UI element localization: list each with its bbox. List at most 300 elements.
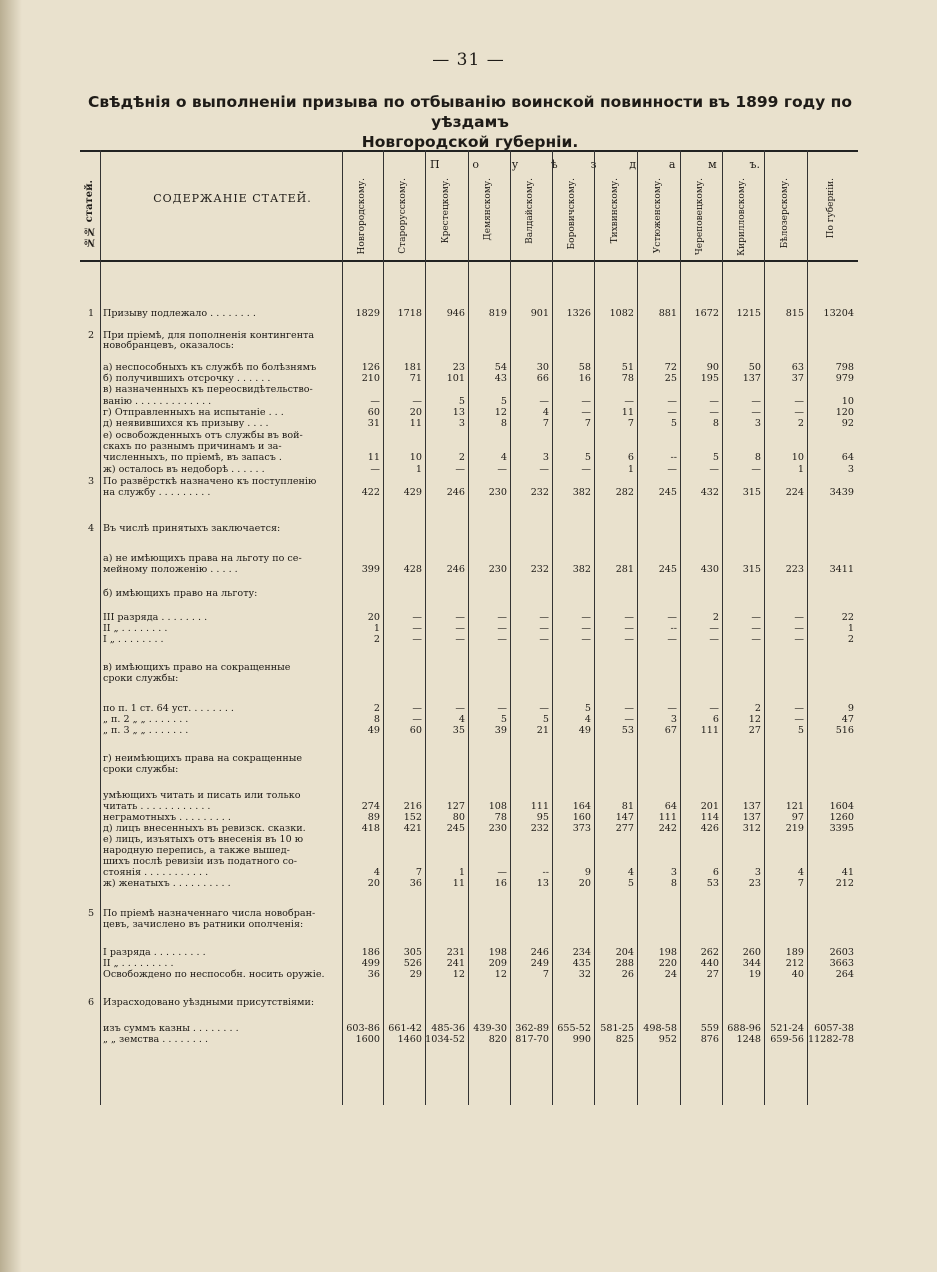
row-label: I разряда . . . . . . . . . xyxy=(103,947,206,958)
row-label: изъ суммъ казны . . . . . . . . xyxy=(103,1023,239,1034)
table-cell: 262 xyxy=(700,947,719,958)
row-label: По пріемѣ назначеннаго числа новобран- xyxy=(103,908,316,919)
table-cell: 3395 xyxy=(829,823,854,834)
table-cell: 111 xyxy=(658,812,677,823)
table-cell: 114 xyxy=(700,812,719,823)
table-cell: 90 xyxy=(706,362,719,373)
table-cell: 305 xyxy=(403,947,422,958)
table-cell: 8 xyxy=(670,878,677,889)
page-number: — 31 — xyxy=(432,50,505,70)
table-cell: — xyxy=(497,464,507,475)
table-cell: 204 xyxy=(615,947,634,958)
table-cell: — xyxy=(709,623,719,634)
uezd-header-letter: а xyxy=(668,158,676,171)
table-cell: — xyxy=(539,703,549,714)
table-cell: 249 xyxy=(530,958,549,969)
row-label: Въ числѣ принятыхъ заключается: xyxy=(103,523,281,534)
row-number: 3 xyxy=(87,476,95,487)
table-cell: 36 xyxy=(367,969,380,980)
table-cell: 901 xyxy=(530,308,549,319)
table-cell: 11 xyxy=(367,452,380,463)
table-cell: — xyxy=(624,703,634,714)
table-cell: 2 xyxy=(373,703,380,714)
row-label: в) имѣющихъ право на сокращенные xyxy=(103,662,291,673)
table-cell: 4 xyxy=(584,714,591,725)
row-label: е) лицъ, изъятыхъ отъ внесенія въ 10 ю xyxy=(103,834,304,845)
table-cell: 7 xyxy=(584,418,591,429)
table-cell: 189 xyxy=(785,947,804,958)
row-label: е) освобожденныхъ отъ службы въ вой- xyxy=(103,430,303,441)
table-cell: 11 xyxy=(452,878,465,889)
table-cell: 440 xyxy=(700,958,719,969)
row-label: новобранцевъ, оказалось: xyxy=(103,340,234,351)
table-cell: 260 xyxy=(742,947,761,958)
table-cell: — xyxy=(709,464,719,475)
table-cell: 53 xyxy=(706,878,719,889)
table-cell: 1215 xyxy=(736,308,761,319)
table-cell: 498-58 xyxy=(643,1023,677,1034)
table-cell: 516 xyxy=(835,725,854,736)
uezd-header-letter: ъ. xyxy=(749,158,760,171)
row-label: „ п. 3 „ „ . . . . . . . xyxy=(103,725,189,736)
table-cell: — xyxy=(539,464,549,475)
statistics-table xyxy=(80,150,858,1105)
table-cell: 3 xyxy=(754,867,761,878)
table-cell: 655-52 xyxy=(557,1023,591,1034)
table-cell: 50 xyxy=(748,362,761,373)
row-label: скахъ по разнымъ причинамъ и за- xyxy=(103,441,282,452)
table-cell: — xyxy=(497,867,507,878)
table-cell: 234 xyxy=(572,947,591,958)
table-cell: — xyxy=(412,612,422,623)
table-cell: — xyxy=(794,623,804,634)
table-cell: 147 xyxy=(615,812,634,823)
table-cell: — xyxy=(539,396,549,407)
table-cell: — xyxy=(667,703,677,714)
table-cell: -- xyxy=(670,623,677,634)
table-cell: 230 xyxy=(488,564,507,575)
table-cell: 5 xyxy=(584,452,591,463)
table-cell: 7 xyxy=(797,878,804,889)
row-label: II „ . . . . . . . . . xyxy=(103,958,174,969)
table-cell: 111 xyxy=(530,801,549,812)
table-cell: 3 xyxy=(754,418,761,429)
table-cell: 435 xyxy=(572,958,591,969)
table-cell: — xyxy=(539,634,549,645)
district-column-header: Бѣлозерскому. xyxy=(779,178,790,249)
table-cell: 230 xyxy=(488,487,507,498)
table-cell: 53 xyxy=(621,725,634,736)
table-cell: — xyxy=(412,703,422,714)
table-cell: 4 xyxy=(500,452,507,463)
table-cell: 2 xyxy=(847,634,854,645)
table-cell: 219 xyxy=(785,823,804,834)
table-cell: 220 xyxy=(658,958,677,969)
table-cell: 21 xyxy=(536,725,549,736)
row-label: а) не имѣющихъ права на льготу по се- xyxy=(103,553,302,564)
table-cell: 428 xyxy=(403,564,422,575)
row-label: а) неспособныхъ къ службѣ по болѣзнямъ xyxy=(103,362,317,373)
table-cell: 288 xyxy=(615,958,634,969)
uezd-header-letter: П xyxy=(430,158,440,171)
district-column-header: Тихвинскому. xyxy=(609,178,620,244)
table-cell: 1 xyxy=(797,464,804,475)
table-cell: 659-56 xyxy=(770,1034,804,1045)
table-cell: 54 xyxy=(494,362,507,373)
table-cell: 2 xyxy=(373,634,380,645)
table-cell: 24 xyxy=(664,969,677,980)
table-cell: 661-42 xyxy=(388,1023,422,1034)
table-cell: 95 xyxy=(536,812,549,823)
row-label: I „ . . . . . . . . xyxy=(103,634,164,645)
table-cell: 137 xyxy=(742,812,761,823)
header-bottom-rule xyxy=(80,260,858,262)
table-cell: 111 xyxy=(700,725,719,736)
table-cell: 181 xyxy=(403,362,422,373)
district-column-header: Боровичскому. xyxy=(567,178,577,250)
table-cell: 64 xyxy=(841,452,854,463)
table-cell: 4 xyxy=(458,714,465,725)
table-cell: — xyxy=(667,407,677,418)
table-cell: — xyxy=(455,703,465,714)
table-cell: — xyxy=(751,396,761,407)
table-cell: 13204 xyxy=(823,308,854,319)
table-cell: 362-89 xyxy=(515,1023,549,1034)
district-column-header: Кирилловскому. xyxy=(737,178,747,256)
table-cell: 979 xyxy=(835,373,854,384)
table-cell: 1829 xyxy=(355,308,380,319)
table-cell: 2 xyxy=(458,452,465,463)
table-cell: 815 xyxy=(785,308,804,319)
table-cell: 1 xyxy=(458,867,465,878)
table-cell: 89 xyxy=(367,812,380,823)
table-cell: — xyxy=(624,396,634,407)
district-column-header: Череповецкому. xyxy=(695,178,705,256)
district-column-header: Устюженскому. xyxy=(652,178,663,254)
table-cell: — xyxy=(751,612,761,623)
table-cell: — xyxy=(624,714,634,725)
row-number: 5 xyxy=(87,908,95,919)
table-cell: 212 xyxy=(785,958,804,969)
table-cell: 7 xyxy=(627,418,634,429)
district-column-header: Демянскому. xyxy=(483,178,493,241)
table-cell: 5 xyxy=(712,452,719,463)
table-cell: 108 xyxy=(488,801,507,812)
table-cell: 3411 xyxy=(829,564,854,575)
table-cell: 2 xyxy=(797,418,804,429)
table-cell: 11 xyxy=(409,418,422,429)
table-cell: 344 xyxy=(742,958,761,969)
table-cell: — xyxy=(455,634,465,645)
table-cell: — xyxy=(455,612,465,623)
table-cell: 881 xyxy=(658,308,677,319)
table-cell: 1 xyxy=(847,623,854,634)
table-cell: -- xyxy=(542,867,549,878)
row-label: д) лицъ внесенныхъ въ ревизск. сказки. xyxy=(103,823,306,834)
table-cell: 399 xyxy=(361,564,380,575)
table-cell: 382 xyxy=(572,564,591,575)
table-cell: 245 xyxy=(658,487,677,498)
table-cell: — xyxy=(497,703,507,714)
table-cell: 29 xyxy=(409,969,422,980)
num-column-header: №№ статей. xyxy=(84,180,95,248)
table-cell: 3 xyxy=(847,464,854,475)
table-cell: 439-30 xyxy=(473,1023,507,1034)
table-cell: 13 xyxy=(536,878,549,889)
table-cell: 49 xyxy=(578,725,591,736)
table-cell: 127 xyxy=(446,801,465,812)
table-cell: 1718 xyxy=(397,308,422,319)
table-cell: 210 xyxy=(361,373,380,384)
table-cell: 231 xyxy=(446,947,465,958)
table-cell: 10 xyxy=(841,396,854,407)
table-cell: 26 xyxy=(621,969,634,980)
table-cell: 9 xyxy=(584,867,591,878)
table-cell: 63 xyxy=(791,362,804,373)
table-cell: 1260 xyxy=(829,812,854,823)
table-cell: 7 xyxy=(415,867,422,878)
row-label: б) получившихъ отсрочку . . . . . . xyxy=(103,373,271,384)
table-cell: 1 xyxy=(627,464,634,475)
table-cell: 5 xyxy=(500,714,507,725)
table-cell: 30 xyxy=(536,362,549,373)
table-cell: 3663 xyxy=(829,958,854,969)
table-cell: 559 xyxy=(700,1023,719,1034)
table-cell: 3 xyxy=(670,867,677,878)
table-cell: 6 xyxy=(712,714,719,725)
table-cell: 3 xyxy=(670,714,677,725)
table-cell: — xyxy=(581,612,591,623)
table-cell: 526 xyxy=(403,958,422,969)
table-cell: 7 xyxy=(542,418,549,429)
table-cell: 990 xyxy=(572,1034,591,1045)
table-cell: 2 xyxy=(754,703,761,714)
row-label: цевъ, зачислено въ ратники ополченія: xyxy=(103,919,304,930)
table-cell: 232 xyxy=(530,823,549,834)
table-cell: 6057-38 xyxy=(814,1023,854,1034)
table-cell: — xyxy=(794,396,804,407)
table-cell: — xyxy=(412,396,422,407)
table-cell: 421 xyxy=(403,823,422,834)
table-cell: 20 xyxy=(578,878,591,889)
table-cell: 60 xyxy=(409,725,422,736)
uezd-header-letter: ѣ xyxy=(551,158,558,171)
table-cell: 8 xyxy=(500,418,507,429)
table-cell: 120 xyxy=(835,407,854,418)
table-cell: 47 xyxy=(841,714,854,725)
table-cell: 36 xyxy=(409,878,422,889)
table-cell: 39 xyxy=(494,725,507,736)
table-cell: 312 xyxy=(742,823,761,834)
table-cell: 72 xyxy=(664,362,677,373)
table-cell: 432 xyxy=(700,487,719,498)
row-label: Призыву подлежало . . . . . . . . xyxy=(103,308,256,319)
table-cell: 16 xyxy=(494,878,507,889)
table-cell: 825 xyxy=(615,1034,634,1045)
table-cell: — xyxy=(709,396,719,407)
table-cell: — xyxy=(709,634,719,645)
table-cell: 5 xyxy=(584,703,591,714)
table-cell: — xyxy=(581,634,591,645)
table-cell: — xyxy=(709,407,719,418)
table-cell: — xyxy=(794,407,804,418)
table-cell: 37 xyxy=(791,373,804,384)
table-cell: 5 xyxy=(797,725,804,736)
table-cell: 422 xyxy=(361,487,380,498)
table-cell: 164 xyxy=(572,801,591,812)
table-cell: — xyxy=(370,464,380,475)
table-cell: 521-24 xyxy=(770,1023,804,1034)
table-cell: 6 xyxy=(627,452,634,463)
table-cell: 20 xyxy=(367,878,380,889)
table-cell: 80 xyxy=(452,812,465,823)
table-cell: 6 xyxy=(712,867,719,878)
table-cell: — xyxy=(667,396,677,407)
table-cell: 245 xyxy=(658,564,677,575)
table-cell: 160 xyxy=(572,812,591,823)
table-cell: 4 xyxy=(542,407,549,418)
table-cell: 8 xyxy=(712,418,719,429)
table-cell: 224 xyxy=(785,487,804,498)
uezd-header-letter: з xyxy=(590,158,597,171)
district-column-header: Новгородскому. xyxy=(356,178,367,255)
table-cell: 216 xyxy=(403,801,422,812)
row-label: стоянія . . . . . . . . . . . xyxy=(103,867,209,878)
table-cell: 819 xyxy=(488,308,507,319)
table-cell: 66 xyxy=(536,373,549,384)
table-cell: 58 xyxy=(578,362,591,373)
table-cell: 101 xyxy=(446,373,465,384)
table-cell: 78 xyxy=(494,812,507,823)
table-cell: 281 xyxy=(615,564,634,575)
table-cell: 952 xyxy=(658,1034,677,1045)
table-cell: — xyxy=(497,612,507,623)
row-label: По развёрсткѣ назначено къ поступленію xyxy=(103,476,317,487)
table-cell: 798 xyxy=(835,362,854,373)
district-column-header: Старорусскому. xyxy=(398,178,408,254)
table-cell: 245 xyxy=(446,823,465,834)
content-column-header: СОДЕРЖАНІЕ СТАТЕЙ. xyxy=(153,192,312,205)
table-cell: 282 xyxy=(615,487,634,498)
table-cell: 8 xyxy=(754,452,761,463)
table-cell: 12 xyxy=(452,969,465,980)
table-cell: 1326 xyxy=(566,308,591,319)
table-cell: — xyxy=(412,714,422,725)
table-top-rule xyxy=(80,150,858,152)
row-label: шихъ послѣ ревизіи изъ податного со- xyxy=(103,856,298,867)
table-cell: 11 xyxy=(621,407,634,418)
table-cell: — xyxy=(497,623,507,634)
row-number: 6 xyxy=(87,997,95,1008)
table-cell: 688-96 xyxy=(727,1023,761,1034)
table-cell: 60 xyxy=(367,407,380,418)
table-cell: — xyxy=(751,464,761,475)
table-cell: 581-25 xyxy=(600,1023,634,1034)
table-cell: 71 xyxy=(409,373,422,384)
table-cell: — xyxy=(751,623,761,634)
row-label: читать . . . . . . . . . . . . xyxy=(103,801,211,812)
table-cell: 946 xyxy=(446,308,465,319)
column-rule xyxy=(100,150,101,1105)
table-cell: 315 xyxy=(742,564,761,575)
table-cell: 137 xyxy=(742,801,761,812)
row-label: умѣющихъ читать и писать или только xyxy=(103,790,301,801)
table-cell: — xyxy=(455,464,465,475)
row-number: 4 xyxy=(87,523,95,534)
title-line-1: Свѣдѣнія о выполненіи призыва по отбыванію воинской повинности въ 1899 году по уѣздамъ xyxy=(88,93,852,131)
table-cell: — xyxy=(667,612,677,623)
table-cell: 10 xyxy=(791,452,804,463)
row-label: Освобождено по неспособн. носить оружіе. xyxy=(103,969,325,980)
table-cell: 43 xyxy=(494,373,507,384)
table-cell: — xyxy=(624,623,634,634)
table-cell: 232 xyxy=(530,564,549,575)
table-cell: 876 xyxy=(700,1034,719,1045)
table-cell: 27 xyxy=(748,725,761,736)
table-cell: — xyxy=(794,634,804,645)
table-cell: 2 xyxy=(712,612,719,623)
table-cell: — xyxy=(412,623,422,634)
table-cell: — xyxy=(624,634,634,645)
table-cell: 12 xyxy=(494,969,507,980)
row-label: д) неявившихся къ призыву . . . . xyxy=(103,418,269,429)
table-cell: 382 xyxy=(572,487,591,498)
row-label: сроки службы: xyxy=(103,673,179,684)
row-label: ванію . . . . . . . . . . . . . xyxy=(103,396,212,407)
table-cell: 418 xyxy=(361,823,380,834)
table-cell: — xyxy=(751,634,761,645)
table-cell: 5 xyxy=(670,418,677,429)
table-cell: 9 xyxy=(847,703,854,714)
table-cell: 209 xyxy=(488,958,507,969)
table-cell: 198 xyxy=(658,947,677,958)
row-label: г) Отправленныхъ на испытаніе . . . xyxy=(103,407,284,418)
row-label: Израсходовано уѣздными присутствіями: xyxy=(103,997,315,1008)
table-cell: 198 xyxy=(488,947,507,958)
uezd-header-letter: у xyxy=(511,158,519,171)
table-cell: 20 xyxy=(367,612,380,623)
row-label: „ п. 2 „ „ . . . . . . . xyxy=(103,714,189,725)
table-cell: — xyxy=(667,634,677,645)
table-cell: 230 xyxy=(488,823,507,834)
uezd-group-header xyxy=(430,158,760,171)
table-cell: 5 xyxy=(500,396,507,407)
district-column-header: По губерніи. xyxy=(826,178,836,239)
district-column-header: Валдайскому. xyxy=(525,178,535,244)
table-cell: 23 xyxy=(452,362,465,373)
table-cell: — xyxy=(581,623,591,634)
table-cell: 212 xyxy=(835,878,854,889)
table-cell: 32 xyxy=(578,969,591,980)
uezd-header-letter: д xyxy=(629,158,637,171)
page-binding-shadow xyxy=(0,0,22,1272)
table-cell: 195 xyxy=(700,373,719,384)
row-label: г) неимѣющихъ права на сокращенные xyxy=(103,753,303,764)
table-cell: 31 xyxy=(367,418,380,429)
table-cell: 242 xyxy=(658,823,677,834)
table-cell: — xyxy=(539,612,549,623)
table-cell: 4 xyxy=(627,867,634,878)
table-cell: 1 xyxy=(415,464,422,475)
row-label: народную перепись, а также вышед- xyxy=(103,845,290,856)
table-cell: 78 xyxy=(621,373,634,384)
row-number: 1 xyxy=(87,308,95,319)
table-cell: 13 xyxy=(452,407,465,418)
table-cell: — xyxy=(581,407,591,418)
table-cell: — xyxy=(667,464,677,475)
table-cell: 426 xyxy=(700,823,719,834)
row-label: на службу . . . . . . . . . xyxy=(103,487,211,498)
